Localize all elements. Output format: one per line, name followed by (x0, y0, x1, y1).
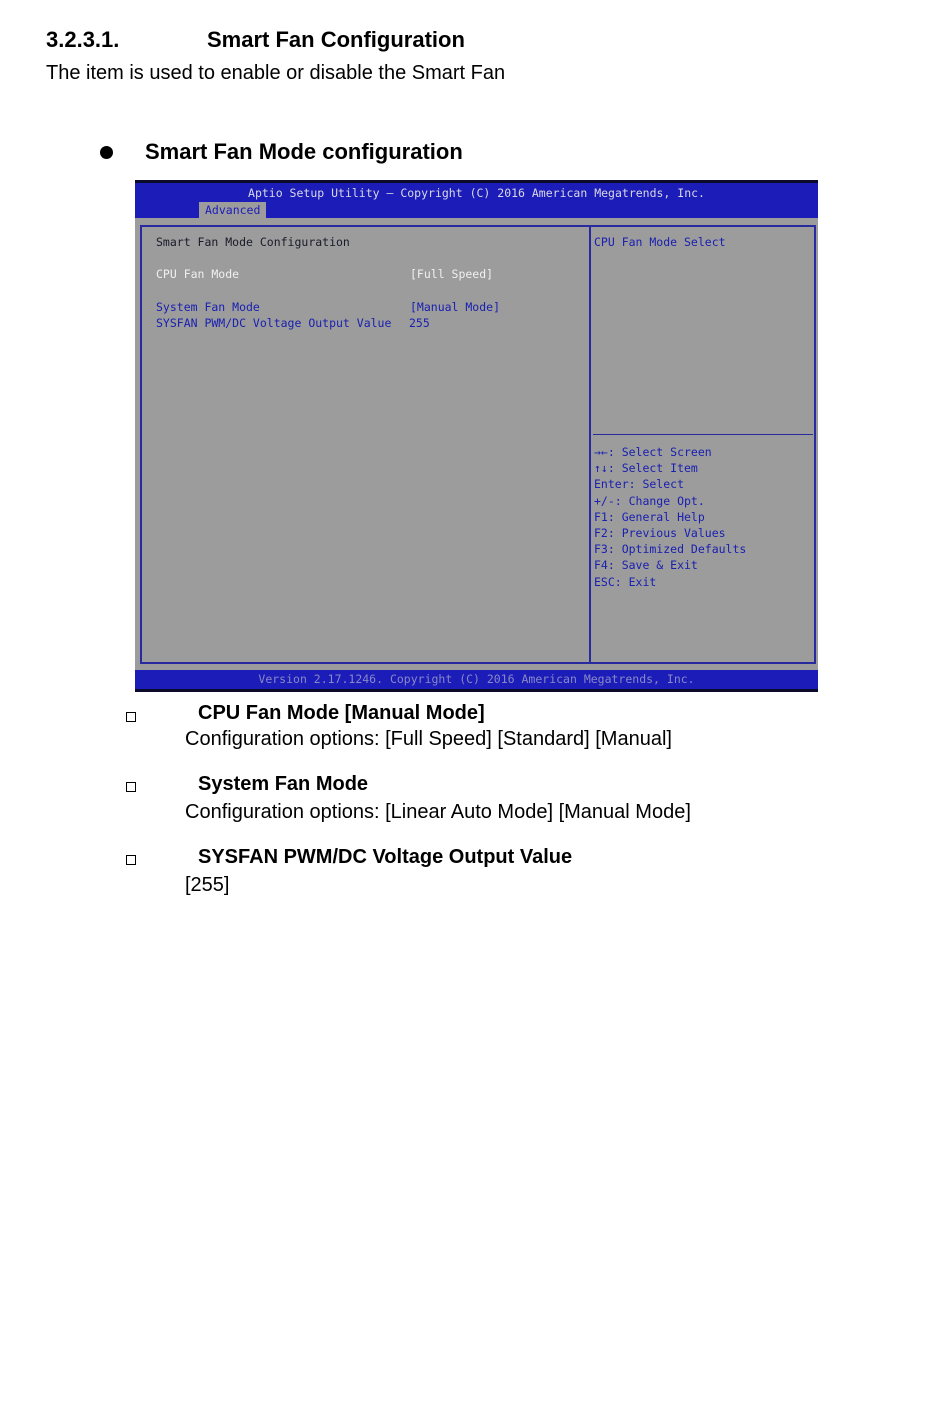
bios-item-cpu-fan-mode-value[interactable]: [Full Speed] (410, 267, 494, 281)
bullet-dot-icon (100, 146, 113, 159)
tab-advanced[interactable]: Advanced (199, 202, 266, 219)
option-desc-sysfan-voltage: [255] (185, 874, 230, 896)
bios-panel-divider (589, 225, 591, 664)
option-title-system-fan-mode: System Fan Mode (198, 773, 369, 795)
bios-key-f4: F4: Save & Exit (594, 558, 698, 572)
option-title-cpu-fan-mode: CPU Fan Mode [Manual Mode] (198, 702, 485, 724)
option-title-sysfan-voltage: SYSFAN PWM/DC Voltage Output Value (198, 846, 573, 868)
checkbox-icon (126, 712, 136, 722)
bios-header-bar (135, 180, 818, 218)
bios-item-system-fan-mode-label[interactable]: System Fan Mode (156, 300, 260, 314)
bullet-heading (100, 139, 463, 165)
bios-item-sysfan-voltage-label[interactable]: SYSFAN PWM/DC Voltage Output Value (156, 316, 392, 330)
bios-main-frame (140, 225, 816, 664)
section-title: Smart Fan Configuration (207, 27, 465, 52)
option-desc-cpu-fan-mode: Configuration options: [Full Speed] [Standard] [Manual] (185, 728, 672, 750)
bios-version-text: Version 2.17.1246. Copyright (C) 2016 American Megatrends, Inc. (258, 672, 695, 686)
section-heading (46, 27, 465, 53)
bios-footer-bar (135, 670, 818, 692)
bios-key-select-item: ↑↓: Select Item (594, 461, 698, 475)
bios-page-heading: Smart Fan Mode Configuration (156, 235, 350, 249)
checkbox-icon (126, 855, 136, 865)
bios-key-change-opt: +/-: Change Opt. (594, 494, 705, 508)
section-intro: The item is used to enable or disable the Smart Fan (46, 62, 506, 84)
bios-key-select-screen: →←: Select Screen (594, 445, 712, 459)
bios-item-sysfan-voltage-value[interactable]: 255 (409, 316, 430, 330)
bios-key-enter: Enter: Select (594, 477, 685, 491)
bios-key-f2: F2: Previous Values (594, 526, 726, 540)
bios-key-f3: F3: Optimized Defaults (594, 542, 747, 556)
bios-key-esc: ESC: Exit (594, 575, 657, 589)
bios-screenshot (135, 180, 818, 692)
bios-item-cpu-fan-mode-label[interactable]: CPU Fan Mode (156, 267, 240, 281)
bullet-title: Smart Fan Mode configuration (145, 139, 463, 164)
bios-help-text: CPU Fan Mode Select (594, 235, 726, 249)
bios-help-separator (593, 434, 813, 435)
bios-key-f1: F1: General Help (594, 510, 705, 524)
bios-item-system-fan-mode-value[interactable]: [Manual Mode] (410, 300, 501, 314)
checkbox-icon (126, 782, 136, 792)
bios-header-title: Aptio Setup Utility – Copyright (C) 2016 American Megatrends, Inc. (248, 186, 705, 200)
section-number: 3.2.3.1. (46, 27, 120, 52)
option-desc-system-fan-mode: Configuration options: [Linear Auto Mode] [Manual Mode] (185, 801, 691, 823)
